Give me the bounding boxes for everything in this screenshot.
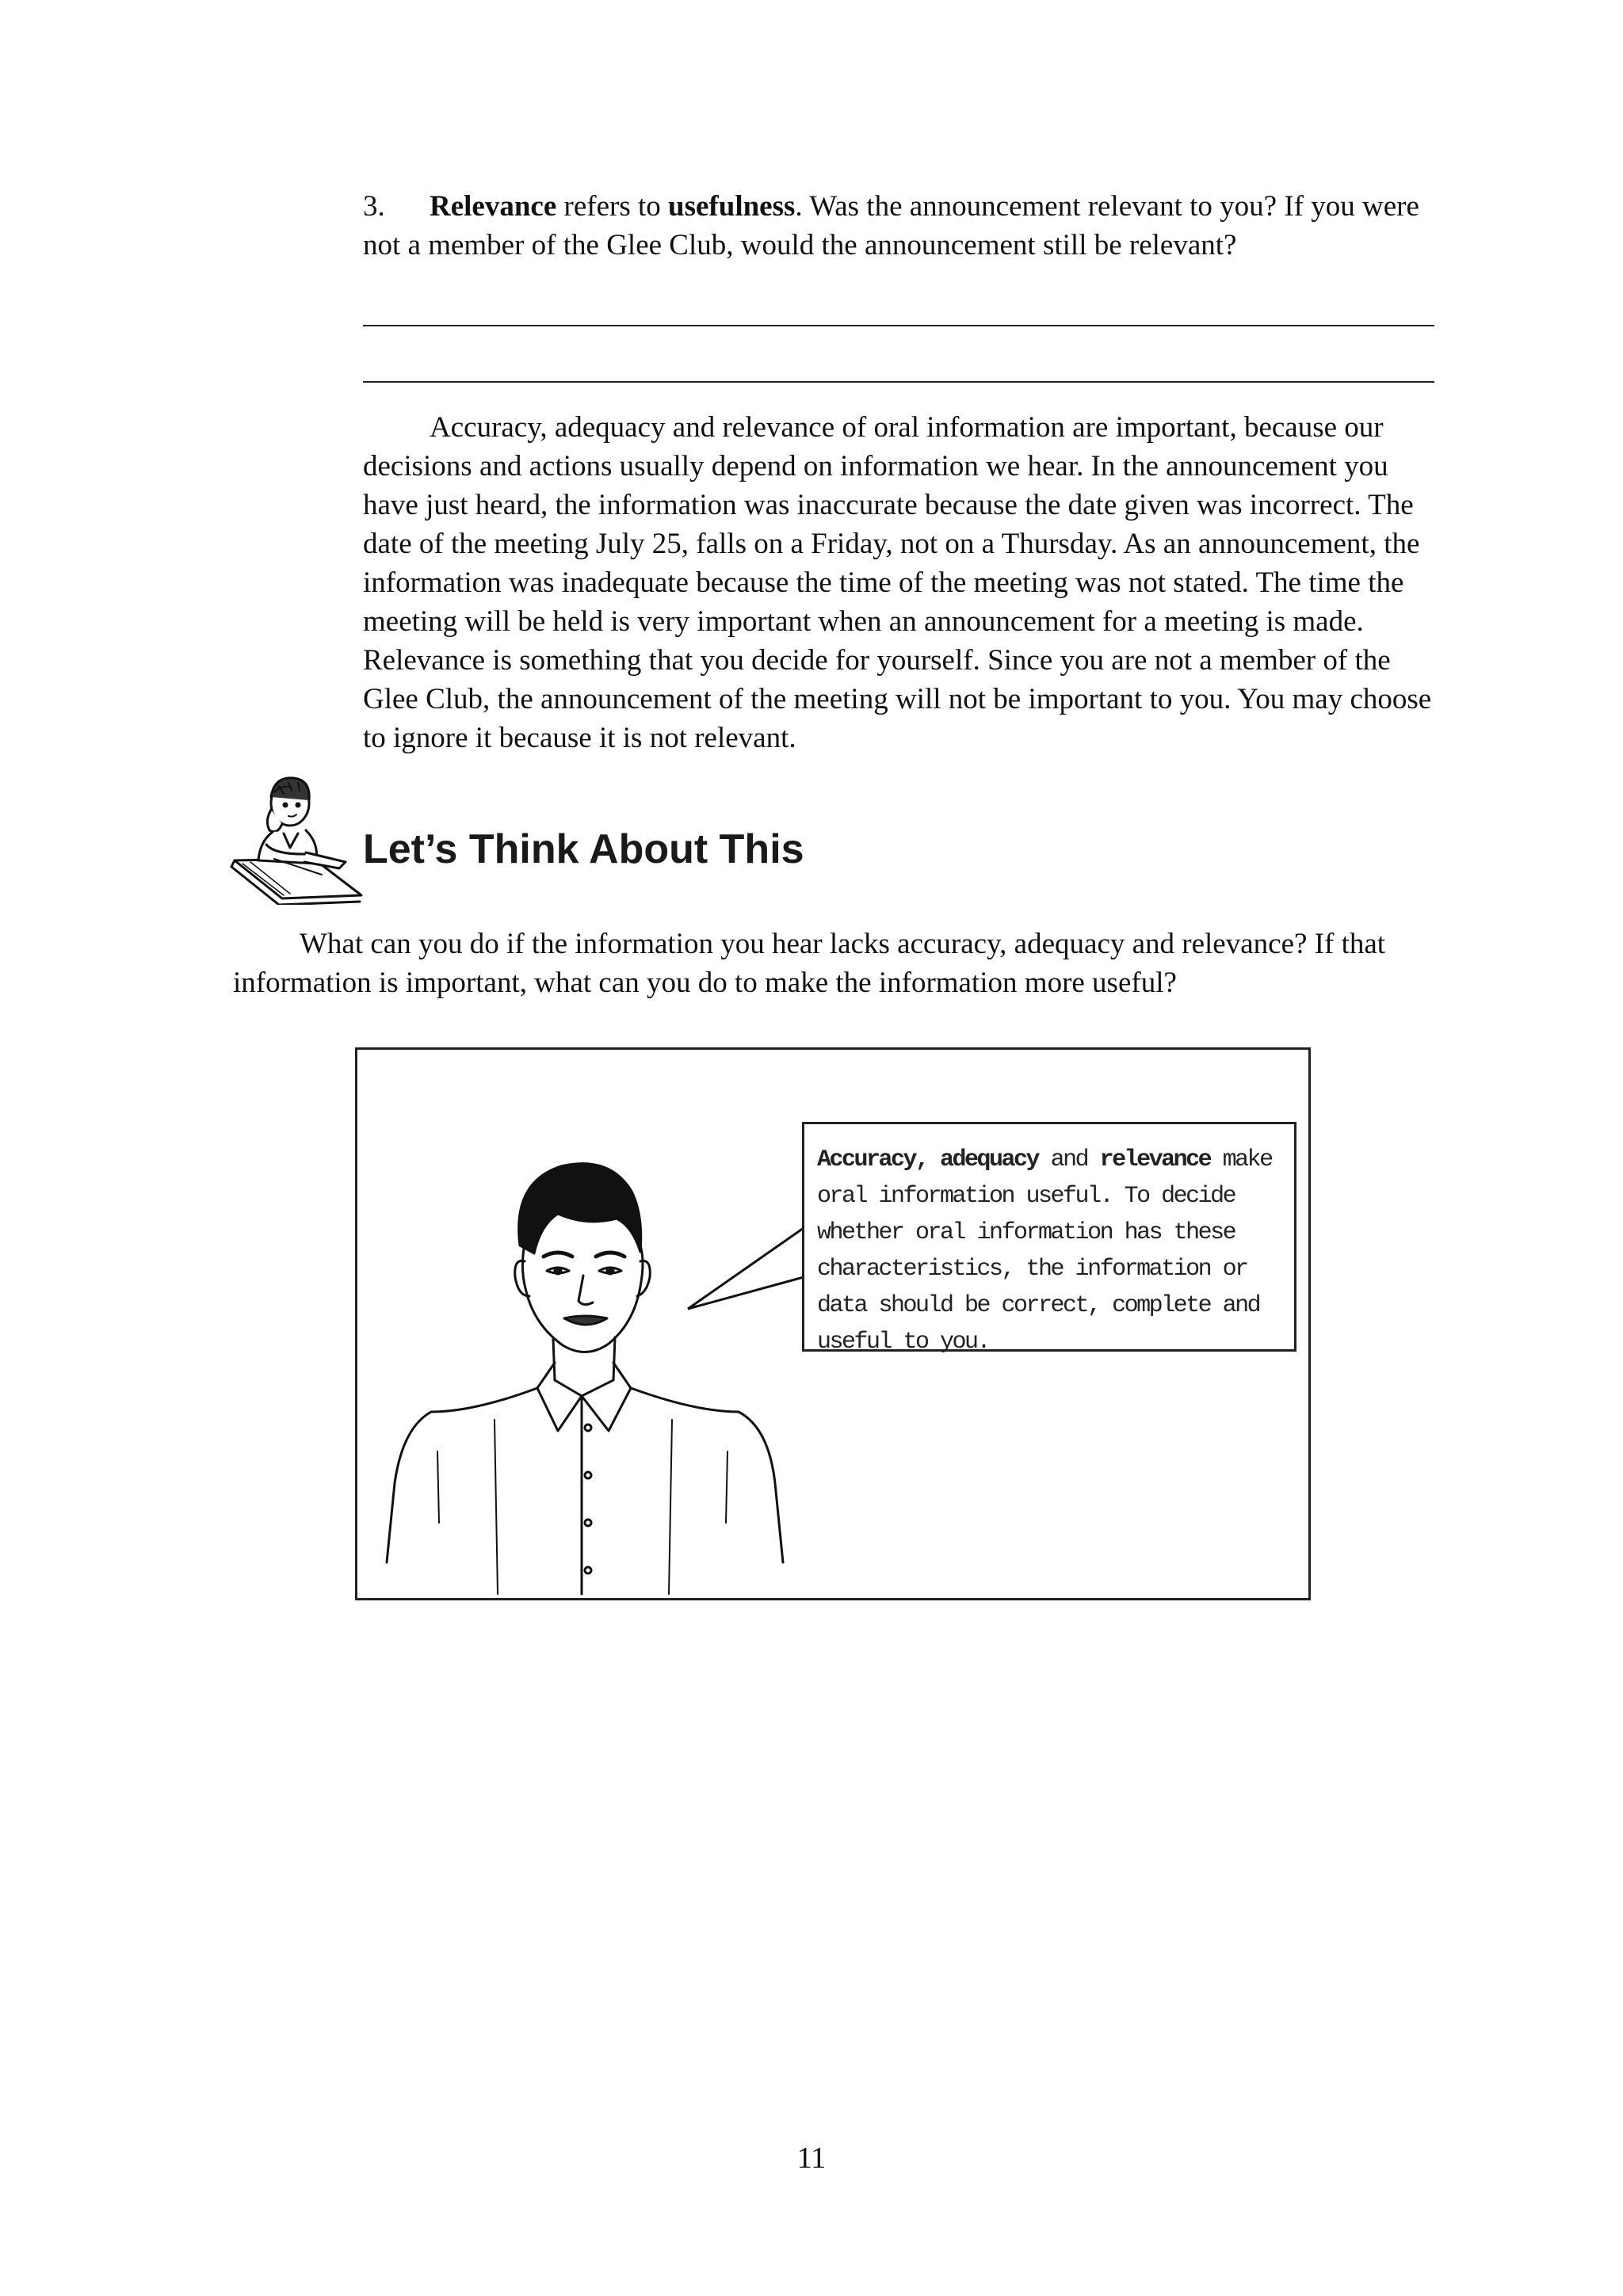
question-term: Relevance xyxy=(430,190,557,223)
question-mid: refers to xyxy=(556,190,669,223)
bubble-text: make oral information useful. To decide whether oral information has these characteristics, the information or data should be correct, complete and useful to you. xyxy=(817,1146,1272,1356)
question-3 xyxy=(363,187,1441,265)
page-number: 11 xyxy=(796,2142,827,2175)
body-paragraph: Accuracy, adequacy and relevance of oral information are important, because our decisions and actions usually depend on information we hear. In the announcement you have just heard, the information was inaccurate because the date given was incorrect. The date of the meeting July 25, falls on a Friday, not on a Thursday. As an announcement, the information was inadequate because the time of the meeting was not stated. The time the meeting will be held is very important when an announcement for a meeting is made. Relevance is something that you decide for yourself. Since you are not a member of the Glee Club, the announcement of the meeting will not be important to you. You may choose to ignore it because it is not relevant. xyxy=(363,411,1432,754)
speaking-man-illustration xyxy=(379,1150,791,1597)
question-rest: . Was the announcement relevant to you? If you were not a member of the Glee Club, would the announcement still be relevant? xyxy=(363,190,1419,261)
speech-bubble-tail xyxy=(682,1220,808,1315)
bubble-and: and xyxy=(1038,1146,1100,1173)
answer-line-1[interactable] xyxy=(363,325,1434,326)
answer-line-2[interactable] xyxy=(363,381,1434,383)
question-keyword: usefulness xyxy=(668,190,796,223)
bubble-bold-1: Accuracy, adequacy xyxy=(817,1146,1039,1173)
thinking-student-icon xyxy=(227,765,366,905)
question-number: 3. xyxy=(363,190,385,223)
section-heading: Let’s Think About This xyxy=(363,826,804,872)
bubble-bold-2: relevance xyxy=(1099,1146,1211,1173)
speech-bubble xyxy=(802,1122,1296,1356)
section-paragraph: What can you do if the information you hear lacks accuracy, adequacy and relevance? If that information is important, what can you do to make the information more useful? xyxy=(233,928,1386,999)
